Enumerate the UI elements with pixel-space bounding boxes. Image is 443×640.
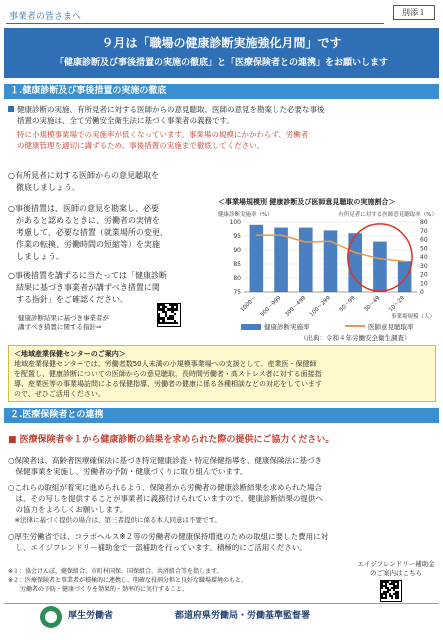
- section1-lead: 健康診断の実施、有所見者に対する医師からの意見聴取、医師の意見を勘案した必要な事後 措置の実施は、全て労働安全衛生法に基づく事業者の義務です。 特に小規模事業場での実施率が低くなっています。事業場の規模にかかわらず、労働者 の健康管理を適切に講ずるため、事後措置の実施まで徹底してください。: [8, 104, 438, 151]
- line-point: [404, 261, 406, 263]
- right-tick-label: 20: [420, 271, 428, 279]
- left-tick-label: 90: [233, 247, 241, 254]
- implementation-rate-chart: [216, 208, 439, 320]
- x-tick-label: 500〜999: [259, 295, 283, 319]
- section2-red-notice: ■ 医療保険者※１から健康診断の結果を求められた際の提供にご協力ください。: [8, 435, 335, 445]
- qr-module: [176, 322, 178, 324]
- qr-module: [397, 587, 399, 589]
- qr-module: [391, 597, 393, 599]
- chart-source: （出典：令和４年労働安全衛生調査）: [300, 334, 411, 342]
- chart-title: ＜事業場規模別 健康診断及び医師意見聴取の実施割合＞: [218, 198, 396, 206]
- x-tick-label: 100〜299: [308, 295, 332, 319]
- legend-line-item: 医師意見聴取率: [345, 322, 414, 331]
- legend-line-swatch: [345, 325, 365, 327]
- page-subtitle: 「健康診断及び事後措置の実施の徹底」と「医療保険者との連携」をお願いします: [54, 58, 388, 68]
- list-item: ○有所見者に対する医師からの意見聴取を 徹底しましょう。: [8, 171, 159, 192]
- right-tick-label: 40: [420, 254, 428, 261]
- line-point: [280, 234, 282, 236]
- line-point: [305, 241, 307, 243]
- footer-rule: [4, 603, 439, 604]
- right-tick-label: 50: [420, 245, 428, 253]
- x-tick-label: 1000〜: [239, 295, 258, 314]
- right-tick-label: 10: [420, 280, 428, 288]
- line-point: [256, 234, 258, 236]
- subsidy-qr-caption: エイジフレンドリー補助金 のご案内はこちら: [357, 560, 435, 577]
- subsidy-qr-code-icon[interactable]: [380, 580, 402, 602]
- line-point: [379, 258, 381, 260]
- x-tick-label: 300〜499: [284, 295, 308, 319]
- header-rule: [6, 23, 384, 24]
- right-tick-label: 30: [420, 262, 428, 270]
- left-tick-label: 85: [233, 261, 241, 268]
- list-item: ○事後措置は、医師の意見を勘案し、必要 があると認めるときに、労働者の実情を 考慮して、必要な措置（就業場所の変更、 作業の転換、労働時間の短縮等）を実施 しましょう。: [8, 204, 168, 261]
- square-bullet-icon: [8, 106, 14, 112]
- left-tick-label: 80: [233, 275, 241, 282]
- qr-module: [176, 308, 178, 310]
- legend-bar-item: 健康診断実施率: [241, 322, 310, 331]
- line-point: [330, 240, 332, 242]
- x-axis-label: 事業場規模（人）: [390, 314, 435, 320]
- qr-module: [389, 589, 391, 591]
- bar-mark: [398, 261, 412, 292]
- left-tick-label: 95: [233, 233, 241, 240]
- section2-body: ○保険者は、高齢者医療確保法に基づき特定健康診査・特定保健指導を、健康保険法に基づき 保健事業を実施し、労働者の予防・健康づくりに取り組んでいます。 ○これらの取組が着実に進められるよう、保険者から労働者の健康診断結果を求められた場合 は、その写しを提供することが事業者に義務付けられていますので、健康診断結果の提供へ の協力をよろしくお願いします。 ※法律に基づく提供の場合は、第三者提供に係る本人同意は不要です。 ○厚生労働省では、コラボヘルス※２等の労働者の健康保持増進のための取組に要した費用に対 し、エイジフレンドリー補助金で一部補助を行っています。積極的にご活用ください。: [8, 456, 329, 552]
- right-tick-label: 80: [420, 219, 428, 226]
- audience-label: 事業者の皆さまへ: [9, 12, 82, 22]
- qr-module: [385, 597, 387, 599]
- section2-heading: ２.医療保険者との連携: [4, 408, 439, 423]
- footnotes: ※１：協会けんぽ、健保組合、市町村国保、国保組合、共済組合等を指します。 ※２：医療保険者と事業者が積極的に連携し、明確な役割分担と良好な職場環境のもと、 労働者の予防・健康づくりを効果的・効率的に実行すること。: [8, 568, 248, 593]
- ministry-name: 厚生労働省: [68, 611, 114, 621]
- x-tick-label: 10〜29: [388, 295, 407, 314]
- list-item: ○事後措置を講ずるに当たっては「健康診断 結果に基づき事業者が講ずべき措置に関 する指針」をご確認ください。: [8, 271, 167, 304]
- bar-mark: [299, 228, 313, 292]
- left-tick-label: 75: [233, 289, 241, 296]
- bar-mark: [373, 242, 387, 292]
- qr-module: [174, 313, 176, 315]
- right-tick-label: 0: [420, 289, 424, 296]
- page-title: ９月は「職場の健康診断実施強化月間」です: [101, 36, 342, 50]
- ministry-logo-icon: [40, 606, 62, 628]
- chart-svg: [216, 208, 439, 320]
- guideline-qr-code-icon[interactable]: [157, 303, 181, 327]
- bar-mark: [324, 230, 338, 292]
- chart-legend: [225, 320, 435, 334]
- labour-offices-name: 都道府県労働局・労働基準監督署: [175, 611, 311, 621]
- x-tick-label: 30〜49: [363, 295, 382, 314]
- right-axis-label: 有所見者に対する医師意見聴取率（%）: [338, 212, 437, 218]
- x-tick-label: 50〜99: [338, 295, 357, 314]
- attachment-badge: 別添１: [393, 5, 435, 20]
- bar-mark: [274, 228, 288, 292]
- title-banner: [4, 28, 439, 78]
- left-axis-label: 健康診断実施率（%）: [218, 212, 273, 218]
- right-tick-label: 70: [420, 227, 428, 235]
- qr-module: [397, 597, 399, 599]
- qr-module: [381, 587, 383, 589]
- regional-center-callout: ＜地域産業保健センターのご案内＞ 地域産業保健センターでは、労働者数50人未満の小規模事業場への支援として、産業医・保健師 を配置し、健康診断についての医師からの意見聴取、長時間労働者・高ストレス者に対する面接指 導、産業医等の事業場訪問による保健指導、労働者の健康に係る各種相談などの対応をしています ので、ぜひご活用ください。: [8, 345, 436, 402]
- section1-heading: １.健康診断及び事後措置の実施の徹底: [4, 84, 439, 99]
- guideline-qr-caption: 健康診断結果に基づき事業者が 講ずべき措置に関する指針⇒: [18, 314, 109, 331]
- line-point: [354, 252, 356, 254]
- left-tick-label: 100: [229, 219, 241, 226]
- legend-bar-swatch: [241, 324, 261, 330]
- right-tick-label: 60: [420, 236, 428, 244]
